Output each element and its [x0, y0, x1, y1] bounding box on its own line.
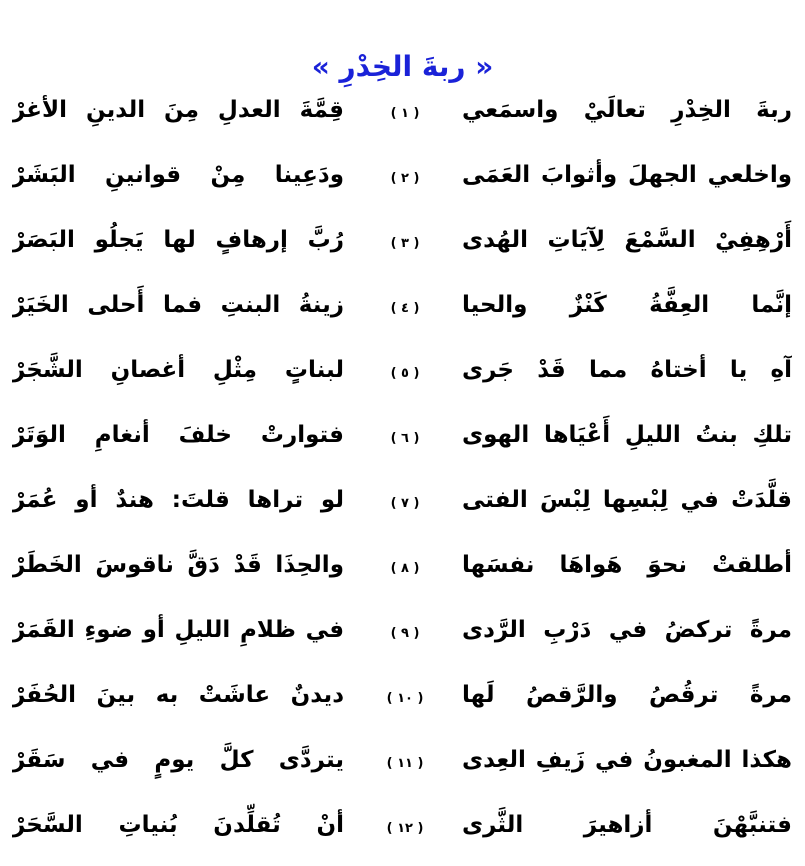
verse-second-hemistich: أنْ تُقلِّدنَ بُنياتِ السَّحَرْ: [12, 812, 344, 838]
verse-number: ( ٨ ): [390, 561, 420, 576]
verse: [0, 663, 805, 728]
poem-verses: [0, 78, 805, 858]
verse-first-hemistich: هكذا المغبونُ في زَيفِ العِدى: [462, 747, 792, 773]
verse-second-hemistich: في ظلامِ الليلِ أو ضوءِ القَمَرْ: [12, 617, 344, 643]
verse-second-hemistich: فتوارتْ خلفَ أنغامِ الوَتَرْ: [12, 422, 344, 448]
verse-number: ( ٣ ): [390, 236, 420, 251]
verse-second-hemistich: والحِذَا قَدْ دَقَّ ناقوسَ الخَطَرْ: [12, 552, 344, 578]
verse-second-hemistich: ودَعِينا مِنْ قوانينِ البَشَرْ: [12, 162, 344, 188]
verse-first-hemistich: ربةَ الخِدْرِ تعالَيْ واسمَعي: [462, 97, 792, 123]
verse: [0, 468, 805, 533]
verse: [0, 78, 805, 143]
verse: [0, 338, 805, 403]
verse-first-hemistich: أطلقتْ نحوَ هَواهَا نفسَها: [462, 552, 792, 578]
verse-first-hemistich: قلَّدَتْ في لِبْسِها لِبْسَ الفتى: [462, 487, 792, 513]
verse-second-hemistich: لو تراها قلتَ: هندٌ أو عُمَرْ: [12, 487, 344, 513]
verse-first-hemistich: أَرْهِفِيْ السَّمْعَ لِآيَاتِ الهُدى: [462, 227, 792, 253]
verse: [0, 793, 805, 858]
verse-second-hemistich: رُبَّ إرهافٍ لها يَجلُو البَصَرْ: [12, 227, 344, 253]
verse-first-hemistich: فتنبَّهْنَ أزاهيرَ الثَّرى: [462, 812, 792, 838]
verse: [0, 533, 805, 598]
verse-first-hemistich: تلكِ بنتُ الليلِ أَعْيَاها الهوى: [462, 422, 792, 448]
verse-second-hemistich: يتردَّى كلَّ يومٍ في سَقَرْ: [12, 747, 344, 773]
verse: [0, 143, 805, 208]
verse: [0, 273, 805, 338]
verse: [0, 598, 805, 663]
verse-number: ( ١ ): [390, 106, 420, 121]
verse-second-hemistich: زينةُ البنتِ فما أَحلى الخَيَرْ: [12, 292, 344, 318]
verse-first-hemistich: مرةً تركضُ في دَرْبِ الرَّدى: [462, 617, 792, 643]
verse-number: ( ٩ ): [390, 626, 420, 641]
verse: [0, 208, 805, 273]
poem-title: « ربةَ الخِدْرِ »: [311, 49, 494, 83]
verse-second-hemistich: لبناتٍ مِثْلِ أغصانِ الشَّجَرْ: [12, 357, 344, 383]
verse-second-hemistich: ديدنٌ عاشَتْ به بينَ الحُفَرْ: [12, 682, 344, 708]
verse-number: ( ٦ ): [390, 431, 420, 446]
verse: [0, 728, 805, 793]
verse-first-hemistich: إنَّما العِفَّةُ كَنْزٌ والحيا: [462, 292, 792, 318]
verse-first-hemistich: مرةً ترقُصُ والرَّقصُ لَها: [462, 682, 792, 708]
verse-first-hemistich: واخلعي الجهلَ وأثوابَ العَمَى: [462, 162, 792, 188]
verse-number: ( ٧ ): [390, 496, 420, 511]
verse-number: ( ٤ ): [390, 301, 420, 316]
verse-number: ( ١٢ ): [386, 821, 424, 836]
verse-number: ( ٥ ): [390, 366, 420, 381]
verse-second-hemistich: قِمَّةَ العدلِ مِنَ الدينِ الأغرْ: [12, 97, 344, 123]
verse-number: ( ٢ ): [390, 171, 420, 186]
verse-number: ( ١١ ): [386, 756, 424, 771]
verse: [0, 403, 805, 468]
verse-number: ( ١٠ ): [386, 691, 424, 706]
verse-first-hemistich: آهِ يا أختاهُ مما قَدْ جَرى: [462, 357, 792, 383]
